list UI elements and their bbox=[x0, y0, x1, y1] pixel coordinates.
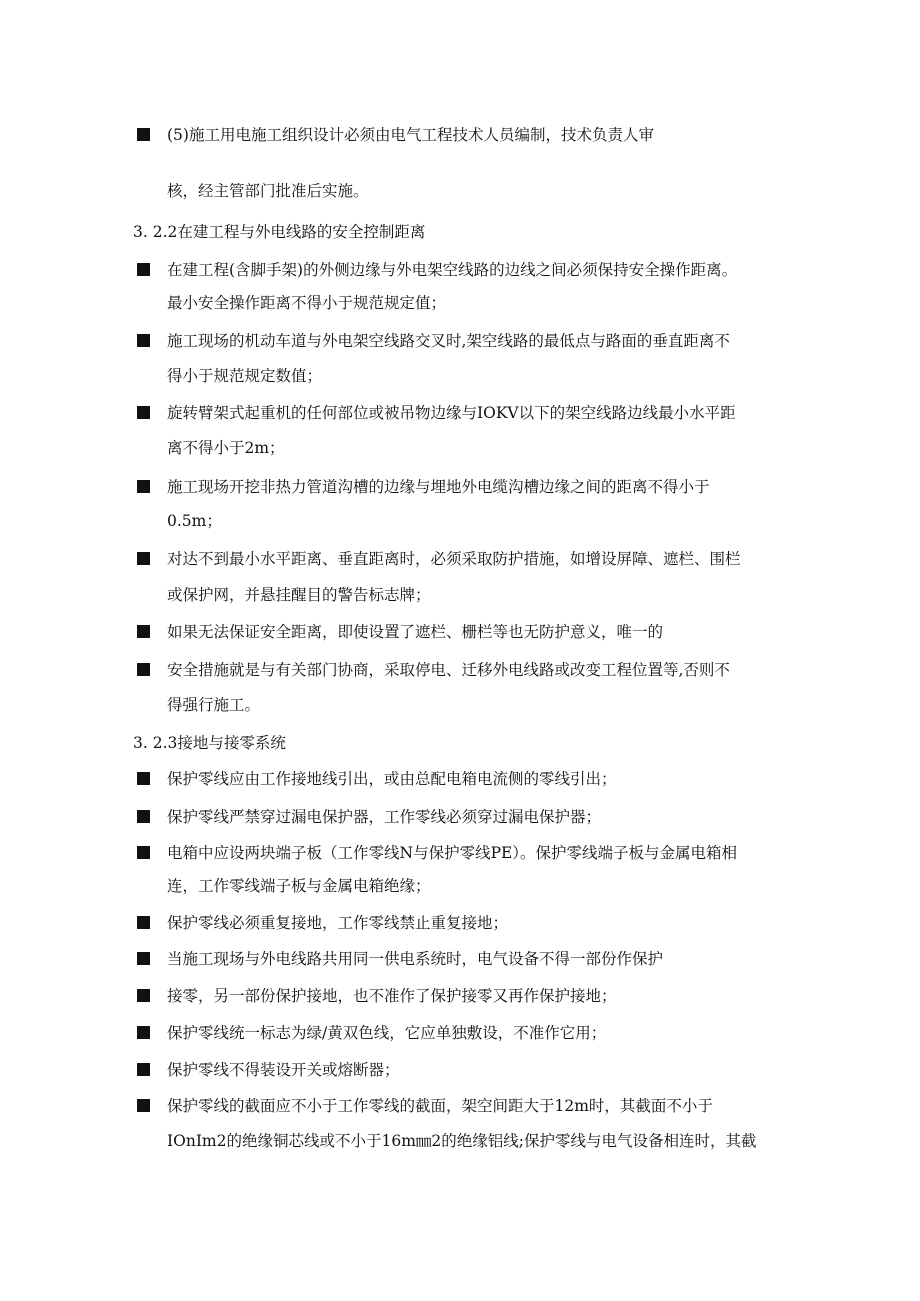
square-bullet-icon bbox=[137, 128, 150, 141]
paragraph-text: 旋转臂架式起重机的任何部位或被吊物边缘与IOKV以下的架空线路边线最小水平距 bbox=[167, 404, 736, 422]
paragraph-text: 在建工程(含脚手架)的外侧边缘与外电架空线路的边线之间必须保持安全操作距离。 bbox=[167, 261, 738, 279]
paragraph-text: 或保护网，并悬挂醒目的警告标志牌； bbox=[167, 586, 431, 604]
square-bullet-icon bbox=[137, 334, 150, 347]
paragraph-text: 核，经主管部门批准后实施。 bbox=[167, 182, 369, 200]
paragraph-text: 保护零线必须重复接地，工作零线禁止重复接地； bbox=[167, 914, 509, 932]
paragraph-text: 接零，另一部份保护接地，也不准作了保护接零又再作保护接地； bbox=[167, 987, 617, 1005]
paragraph-text: (5)施工用电施工组织设计必须由电气工程技术人员编制，技术负责人审 bbox=[167, 126, 654, 144]
paragraph-text: 保护零线统一标志为绿/黄双色线，它应单独敷设，不准作它用； bbox=[167, 1024, 607, 1042]
paragraph-text: 当施工现场与外电线路共用同一供电系统时，电气设备不得一部份作保护 bbox=[167, 950, 664, 968]
paragraph-text: 如果无法保证安全距离，即使设置了遮栏、栅栏等也无防护意义，唯一的 bbox=[167, 623, 664, 641]
square-bullet-icon bbox=[137, 663, 150, 676]
square-bullet-icon bbox=[137, 625, 150, 638]
square-bullet-icon bbox=[137, 552, 150, 565]
square-bullet-icon bbox=[137, 480, 150, 493]
square-bullet-icon bbox=[137, 1026, 150, 1039]
paragraph-text: 0.5m； bbox=[167, 512, 222, 530]
square-bullet-icon bbox=[137, 810, 150, 823]
paragraph-text: 得强行施工。 bbox=[167, 696, 261, 714]
paragraph-text: 保护零线严禁穿过漏电保护器，工作零线必须穿过漏电保护器； bbox=[167, 808, 602, 826]
paragraph-text: IOnIm2的绝缘铜芯线或不小于16m㎜2的绝缘铝线;保护零线与电气设备相连时，其截 bbox=[167, 1132, 757, 1150]
paragraph-text: 连，工作零线端子板与金属电箱绝缘； bbox=[167, 877, 431, 895]
paragraph-text: 保护零线的截面应不小于工作零线的截面，架空间距大于12m时，其截面不小于 bbox=[167, 1097, 713, 1115]
square-bullet-icon bbox=[137, 952, 150, 965]
section-heading: 3. 2.2在建工程与外电线路的安全控制距离 bbox=[133, 223, 426, 241]
paragraph-text: 电箱中应设两块端子板（工作零线N与保护零线PE）。保护零线端子板与金属电箱相 bbox=[167, 844, 738, 862]
paragraph-text: 保护零线不得装设开关或熔断器； bbox=[167, 1061, 400, 1079]
paragraph-text: 得小于规范规定数值； bbox=[167, 367, 323, 385]
paragraph-text: 离不得小于2m； bbox=[167, 439, 285, 457]
paragraph-text: 施工现场开挖非热力管道沟槽的边缘与埋地外电缆沟槽边缘之间的距离不得小于 bbox=[167, 478, 710, 496]
square-bullet-icon bbox=[137, 989, 150, 1002]
square-bullet-icon bbox=[137, 406, 150, 419]
square-bullet-icon bbox=[137, 916, 150, 929]
paragraph-text: 对达不到最小水平距离、垂直距离时，必须采取防护措施，如增设屏障、遮栏、围栏 bbox=[167, 550, 741, 568]
square-bullet-icon bbox=[137, 263, 150, 276]
square-bullet-icon bbox=[137, 846, 150, 859]
square-bullet-icon bbox=[137, 1099, 150, 1112]
square-bullet-icon bbox=[137, 1063, 150, 1076]
paragraph-text: 保护零线应由工作接地线引出，或由总配电箱电流侧的零线引出； bbox=[167, 770, 617, 788]
section-heading: 3. 2.3接地与接零系统 bbox=[133, 734, 286, 752]
paragraph-text: 施工现场的机动车道与外电架空线路交叉时,架空线路的最低点与路面的垂直距离不 bbox=[167, 332, 730, 350]
square-bullet-icon bbox=[137, 772, 150, 785]
paragraph-text: 安全措施就是与有关部门协商，采取停电、迁移外电线路或改变工程位置等,否则不 bbox=[167, 661, 730, 679]
paragraph-text: 最小安全操作距离不得小于规范规定值； bbox=[167, 294, 447, 312]
